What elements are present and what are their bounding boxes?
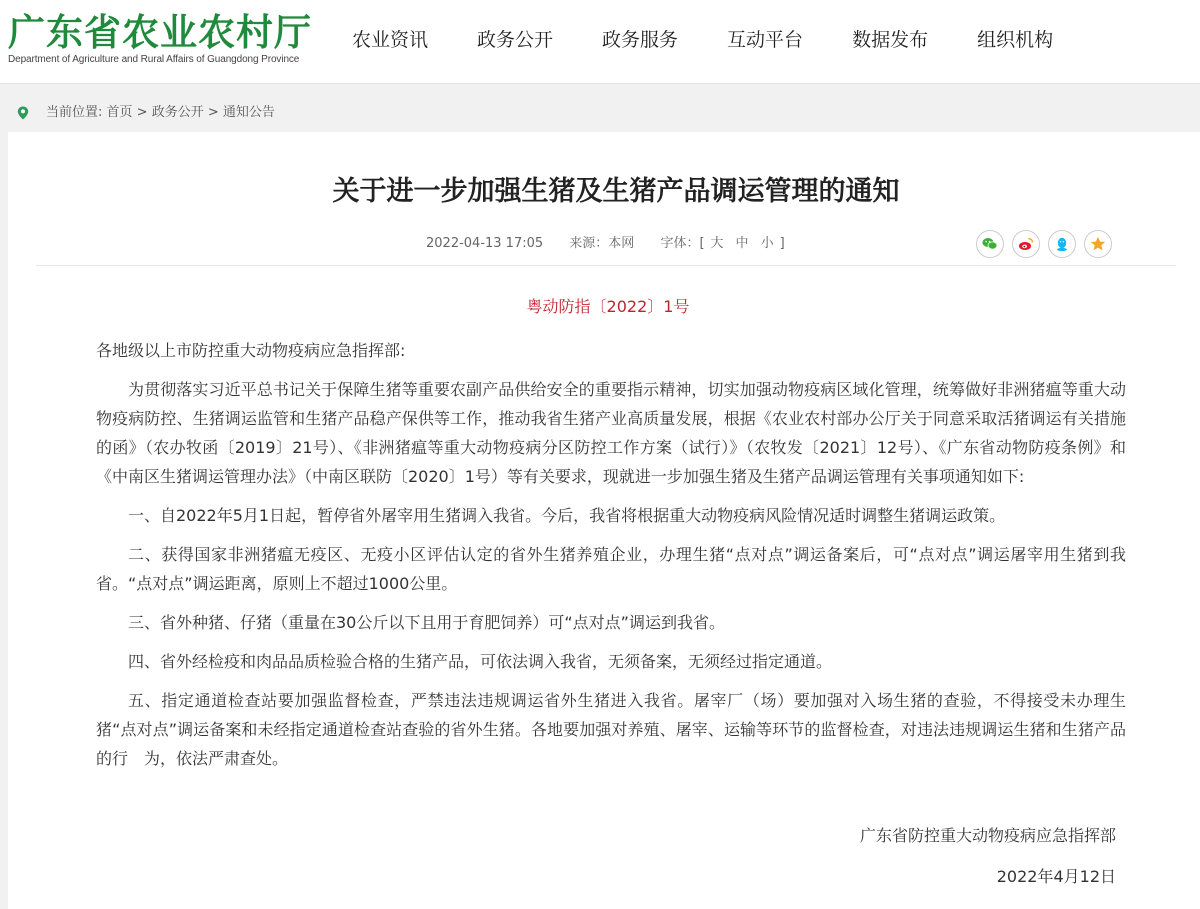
nav-item-gov-services[interactable]: 政务服务 <box>602 29 679 51</box>
breadcrumb-trail <box>46 94 275 132</box>
qq-share-button[interactable] <box>1048 230 1076 258</box>
article-card <box>8 132 1200 909</box>
article-paragraph: 三、省外种猪、仔猪（重量在30公斤以下且用于育肥饲养）可“点对点”调运到我省。 <box>128 613 725 632</box>
qq-icon <box>1053 235 1071 253</box>
nav-item-agri-news[interactable]: 农业资讯 <box>352 29 429 51</box>
document-number: 粤动防指〔2022〕1号 <box>526 297 690 316</box>
article-paragraph: 一、自2022年5月1日起，暂停省外屠宰用生猪调入我省。今后，我省将根据重大动物疫病风险情况适时调整生猪调运政策。 <box>128 506 1006 525</box>
favorite-icon <box>1089 235 1107 253</box>
breadcrumb-gov-affairs-open[interactable]: 政务公开 <box>151 105 204 120</box>
site-logo[interactable] <box>8 10 338 70</box>
breadcrumb <box>0 94 1200 132</box>
breadcrumb-separator: > <box>132 105 152 120</box>
breadcrumb-separator: > <box>203 105 223 120</box>
publish-date: 2022-04-13 17:05 <box>426 236 544 251</box>
main-nav <box>352 0 1102 80</box>
font-size-medium[interactable]: 中 <box>735 236 749 251</box>
site-header <box>0 0 1200 84</box>
nav-item-organization[interactable]: 组织机构 <box>977 29 1054 51</box>
meta-divider <box>36 265 1176 266</box>
font-size-large[interactable]: 大 <box>710 236 724 251</box>
signature-organization: 广东省防控重大动物疫病应急指挥部 <box>859 826 1116 845</box>
weibo-icon <box>1017 235 1035 253</box>
logo-chinese-name: 广东省农业农村厅 <box>8 10 312 54</box>
article-meta <box>426 235 785 253</box>
location-pin-icon <box>16 106 30 120</box>
article-paragraph: 二、获得国家非洲猪瘟无疫区、无疫小区评估认定的省外生猪养殖企业，办理生猪“点对点”调运备案后，可“点对点”调运屠宰用生猪到我省。“点对点”调运距离，原则上不超过1000公里。 <box>96 545 1126 593</box>
nav-item-data-release[interactable]: 数据发布 <box>852 29 929 51</box>
signature-date: 2022年4月12日 <box>996 867 1116 886</box>
logo-english-name: Department of Agriculture and Rural Affairs of Guangdong Province <box>8 54 300 65</box>
article-greeting: 各地级以上市防控重大动物疫病应急指挥部: <box>96 341 406 360</box>
font-size-small[interactable]: 小 <box>760 236 774 251</box>
article-paragraph: 为贯彻落实习近平总书记关于保障生猪等重要农副产品供给安全的重要指示精神，切实加强动物疫病区域化管理，统筹做好非洲猪瘟等重大动物疫病防控、生猪调运监管和生猪产品稳产保供等工作，推动我省生猪产业高质量发展，根据《农业农村部办公厅关于同意采取活猪调运有关措施的函》（农办牧函〔2019〕21号）、《非洲猪瘟等重大动物疫病分区防控工作方案（试行）》（农牧发〔2021〕12号）、《广东省动物防疫条例》和《中南区生猪调运管理办法》（中南区联防〔2020〕1号）等有关要求，现就进一步加强生猪及生猪产品调运管理有关事项通知如下: <box>96 380 1126 486</box>
weibo-share-button[interactable] <box>1012 230 1040 258</box>
breadcrumb-prefix: 当前位置: <box>46 105 107 120</box>
nav-item-interaction[interactable]: 互动平台 <box>727 29 804 51</box>
font-size-label: 字体：[ <box>660 236 705 251</box>
article-body <box>96 336 1126 783</box>
wechat-share-button[interactable] <box>976 230 1004 258</box>
article-paragraph: 四、省外经检疫和肉品品质检验合格的生猪产品，可依法调入我省，无须备案，无须经过指定通道。 <box>128 652 833 671</box>
font-size-close: ] <box>779 236 785 251</box>
nav-item-gov-affairs-open[interactable]: 政务公开 <box>477 29 554 51</box>
breadcrumb-notices[interactable]: 通知公告 <box>222 105 275 120</box>
article-title: 关于进一步加强生猪及生猪产品调运管理的通知 <box>332 176 900 207</box>
article-source: 来源：本网 <box>569 236 635 251</box>
article-paragraph: 五、指定通道检查站要加强监督检查，严禁违法违规调运省外生猪进入我省。屠宰厂（场）要加强对入场生猪的查验，不得接受未办理生猪“点对点”调运备案和未经指定通道检查站查验的省外生猪。各地要加强对养殖、屠宰、运输等环节的监督检查，对违法违规调运生猪和生猪产品的行 为，依法严肃查处。 <box>96 691 1126 768</box>
favorite-button[interactable] <box>1084 230 1112 258</box>
wechat-icon <box>981 235 999 253</box>
breadcrumb-home[interactable]: 首页 <box>106 105 133 120</box>
share-bar <box>976 230 1120 258</box>
